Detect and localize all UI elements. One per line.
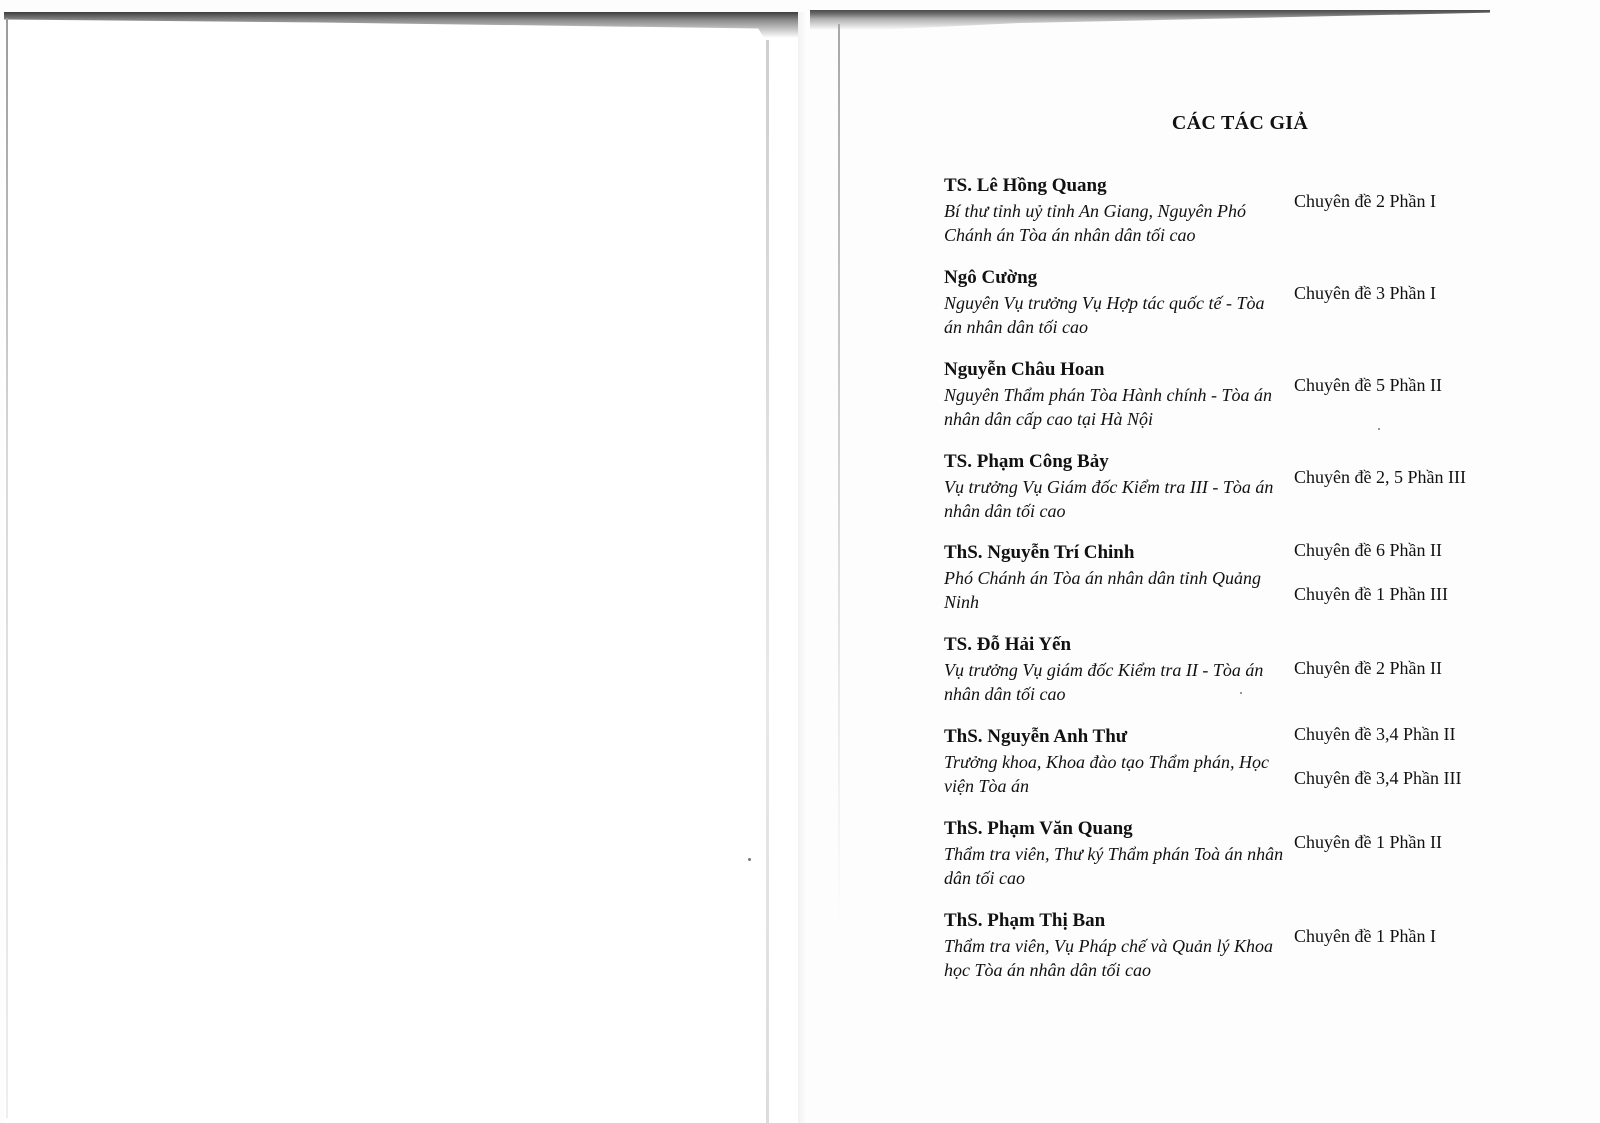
author-topics bbox=[1294, 924, 1436, 948]
author-topics bbox=[1294, 538, 1448, 606]
author-entry bbox=[944, 175, 1544, 247]
left-page-gutter-line bbox=[766, 40, 769, 1123]
author-name: TS. Lê Hồng Quang bbox=[944, 175, 1107, 196]
left-page-edge bbox=[6, 18, 8, 1118]
author-description: Bí thư tỉnh uỷ tỉnh An Giang, Nguyên Phó Chánh án Tòa án nhân dân tối cao bbox=[944, 201, 1246, 245]
book-spine-fold bbox=[798, 12, 808, 1123]
author-description: Nguyên Thẩm phán Tòa Hành chính - Tòa án nhân dân cấp cao tại Hà Nội bbox=[944, 385, 1272, 429]
author-topics bbox=[1294, 465, 1466, 489]
left-page-blank bbox=[4, 14, 798, 1123]
author-name: Ngô Cường bbox=[944, 267, 1038, 288]
author-entry bbox=[944, 818, 1544, 890]
author-topics bbox=[1294, 281, 1436, 305]
author-entry bbox=[944, 634, 1544, 706]
author-name: Nguyễn Châu Hoan bbox=[944, 359, 1105, 380]
author-name: ThS. Phạm Thị Ban bbox=[944, 910, 1106, 931]
author-description: Trưởng khoa, Khoa đào tạo Thẩm phán, Học viện Tòa án bbox=[944, 752, 1269, 796]
author-name: TS. Đỗ Hải Yến bbox=[944, 634, 1072, 655]
author-topics bbox=[1294, 722, 1461, 790]
scan-speck bbox=[748, 858, 751, 861]
author-topic: Chuyên đề 6 Phần II bbox=[1294, 540, 1442, 560]
author-topic: Chuyên đề 3,4 Phần II bbox=[1294, 724, 1456, 744]
author-topic: Chuyên đề 2 Phần I bbox=[1294, 191, 1436, 211]
author-topic: Chuyên đề 2, 5 Phần III bbox=[1294, 467, 1466, 487]
author-topics bbox=[1294, 189, 1436, 213]
author-description: Nguyên Vụ trưởng Vụ Hợp tác quốc tế - Tòa án nhân dân tối cao bbox=[944, 293, 1265, 337]
author-topics bbox=[1294, 656, 1442, 680]
author-entry bbox=[944, 451, 1544, 523]
author-topic: Chuyên đề 1 Phần II bbox=[1294, 832, 1442, 852]
author-topics bbox=[1294, 373, 1442, 397]
author-topic: Chuyên đề 3 Phần I bbox=[1294, 283, 1436, 303]
author-name: ThS. Nguyễn Trí Chinh bbox=[944, 542, 1135, 563]
right-page-top-shadow bbox=[810, 10, 1490, 32]
author-name: TS. Phạm Công Bảy bbox=[944, 451, 1109, 472]
author-description: Vụ trưởng Vụ giám đốc Kiểm tra II - Tòa án nhân dân tối cao bbox=[944, 660, 1264, 704]
author-description: Thẩm tra viên, Vụ Pháp chế và Quản lý Khoa học Tòa án nhân dân tối cao bbox=[944, 936, 1273, 980]
right-page-spine-line bbox=[838, 24, 840, 924]
author-entry bbox=[944, 542, 1544, 614]
author-topic: Chuyên đề 5 Phần II bbox=[1294, 375, 1442, 395]
author-topics bbox=[1294, 830, 1442, 854]
author-description: Thẩm tra viên, Thư ký Thẩm phán Toà án nhân dân tối cao bbox=[944, 844, 1284, 888]
author-name: ThS. Phạm Văn Quang bbox=[944, 818, 1133, 839]
author-topic: Chuyên đề 2 Phần II bbox=[1294, 658, 1442, 678]
author-topic: Chuyên đề 3,4 Phần III bbox=[1294, 768, 1462, 788]
author-entry bbox=[944, 726, 1544, 798]
author-description: Vụ trưởng Vụ Giám đốc Kiểm tra III - Tòa án nhân dân tối cao bbox=[944, 477, 1274, 521]
author-topic: Chuyên đề 1 Phần III bbox=[1294, 584, 1448, 604]
author-entry bbox=[944, 267, 1544, 339]
author-description: Phó Chánh án Tòa án nhân dân tỉnh Quảng Ninh bbox=[944, 568, 1262, 612]
author-entry bbox=[944, 359, 1544, 431]
author-name: ThS. Nguyễn Anh Thư bbox=[944, 726, 1128, 747]
author-entry bbox=[944, 910, 1544, 982]
author-topic: Chuyên đề 1 Phần I bbox=[1294, 926, 1436, 946]
page-title: CÁC TÁC GIẢ bbox=[1171, 112, 1309, 134]
